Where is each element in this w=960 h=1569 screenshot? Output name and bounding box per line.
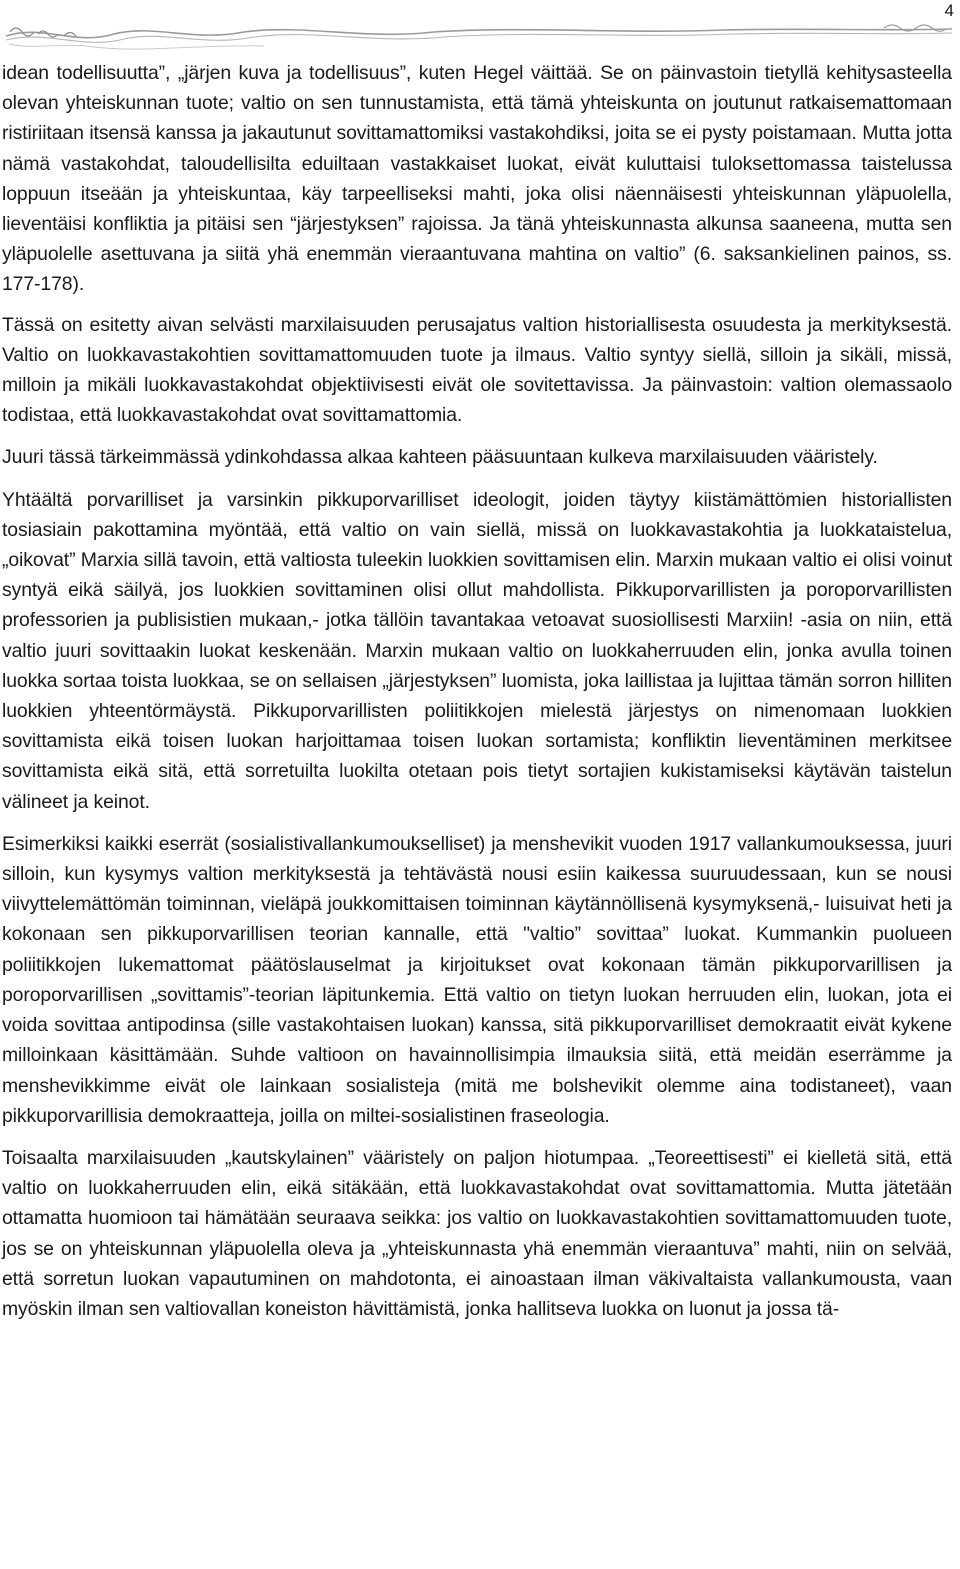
paragraph-2: Tässä on esitetty aivan selvästi marxilaisuuden perusajatus valtion historiallisesta osuudesta ja merkityksestä. Valtio on luokkavastakohtien sovittamattomuuden tuote ja ilmaus. Valtio syntyy siellä, silloin ja sikäli, missä, milloin ja mikäli luokkavastakohdat objektiivisesti eivät ole sovitettavissa. Ja päinvastoin: valtion olemassaolo todistaa, että luokkavastakohdat ovat sovittamattomia. [2,313,952,427]
paragraph-1: idean todellisuutta”, „järjen kuva ja todellisuus”, kuten Hegel väittää. Se on päinvastoin tietyllä kehitysasteella olevan yhteiskunnan tuote; valtio on sen tunnustamista, että tämä yhteiskunta on joutunut ratkaisemattomaan ristiriitaan itsensä kanssa ja jakautunut sovittamattomiksi vastakohdiksi, joita se ei pysty poistamaan. Mutta jotta nämä vastakohdat, taloudellisilta eduiltaan vastakkaiset luokat, eivät kuluttaisi tuloksettomassa taistelussa loppuun itseään ja yhteiskuntaa, käy tarpeelliseksi mahti, joka olisi näennäisesti yhteiskunnan yläpuolella, lieventäisi konfliktia ja pitäisi sen “järjestyksen” rajoissa. Ja tänä yhteiskunnasta alkunsa saaneena, mutta sen yläpuolelle asettuvana ja siitä yhä enemmän vieraantuvana mahtina on valtio” (6. saksankielinen painos, ss. 177-178). [2,62,952,296]
decorative-header-ornament [4,20,954,54]
paragraph-5: Esimerkiksi kaikki eserrät (sosialistivallankumoukselliset) ja menshevikit vuoden 1917 vallankumouksessa, juuri silloin, kun kysymys valtion merkityksestä ja tehtävästä nousi esiin kaikessa suuruudessaan, kun se nousi viivyttelemättömän toiminnan, vieläpä joukkomittaisen toiminnan käytännöllisenä kysymyksenä,- luisuivat heti ja kokonaan sen pikkuporvarillisen teorian kannalle, että "valtio” sovittaa” luokat. Kummankin puolueen poliitikkojen lukemattomat päätöslauselmat ja kirjoitukset ovat kokonaan tämän pikkuporvarillisen ja poroporvarillisen „sovittamis”-teorian läpitunkemia. Että valtio on tietyn luokan herruuden elin, luokan, jota ei voida sovittaa antipodinsa (sille vastakohtaisen luokan) kanssa, sitä pikkuporvarilliset demokraatit eivät kykene milloinkaan käsittämään. Suhde valtioon on havainnollisimpia ilmauksia siitä, että meidän eserrämme ja menshevikkimme eivät ole lainkaan sosialisteja (mitä me bolshevikit olemme aina todistaneet), vaan pikkuporvarillisia demokraatteja, joilla on miltei-sosialistinen fraseologia. [2,832,952,1127]
paragraph-6: Toisaalta marxilaisuuden „kautskylainen” vääristely on paljon hiotumpaa. „Teoreettisesti” ei kielletä sitä, että valtio on luokkaherruuden elin, eikä sitäkään, että luokkavastakohdat ovat sovittamattomia. Mutta jätetään ottamatta huomioon tai hämätään seuraava seikka: jos valtio on luokkavastakohtien sovittamattomuuden tuote, jos se on yhteiskunnan yläpuolella oleva ja „yhteiskunnasta yhä enemmän vieraantuva” mahti, niin on selvää, että sorretun luokan vapautuminen on mahdotonta, ei ainoastaan ilman väkivaltaista vallankumousta, vaan myöskin ilman sen valtiovallan koneiston hävittämistä, jonka hallitseva luokka on luonut ja jossa tä- [2,1146,952,1320]
document-body [2,58,952,1334]
paragraph-3: Juuri tässä tärkeimmässä ydinkohdassa alkaa kahteen pääsuuntaan kulkeva marxilaisuuden vääristely. [2,446,878,469]
page-number: 4 [944,1,954,20]
paragraph-4: Yhtäältä porvarilliset ja varsinkin pikkuporvarilliset ideologit, joiden täytyy kiistämättömien historiallisten tosiasiain pakottamina myöntää, että valtio on vain siellä, missä on luokkavastakohtia ja luokkataistelua, „oikovat” Marxia sillä tavoin, että valtiosta tuleekin luokkien sovittamisen elin. Marxin mukaan valtio ei olisi voinut syntyä eikä säilyä, jos luokkien sovittaminen olisi ollut mahdollista. Pikkuporvarillisten ja poroporvarillisten professorien ja publisistien mukaan,- jotka tällöin tavantakaa vetoavat suosiollisesti Marxiin! -asia on niin, että valtio juuri sovittaakin luokat keskenään. Marxin mukaan valtio on luokkaherruuden elin, jonka avulla toinen luokka sortaa toista luokkaa, se on sellaisen „järjestyksen” luomista, joka laillistaa ja lujittaa tämän sorron hilliten luokkien yhteentörmäystä. Pikkuporvarillisten poliitikkojen mielestä järjestys on nimenomaan luokkien sovittamista eikä toisen luokan harjoittamaa toisen luokan sortamista; konfliktin lieventäminen merkitsee sovittamista eikä sitä, että sorretuilta luokilta otetaan pois tietyt sortajien kukistamiseksi käytävän taistelun välineet ja keinot. [2,488,952,813]
